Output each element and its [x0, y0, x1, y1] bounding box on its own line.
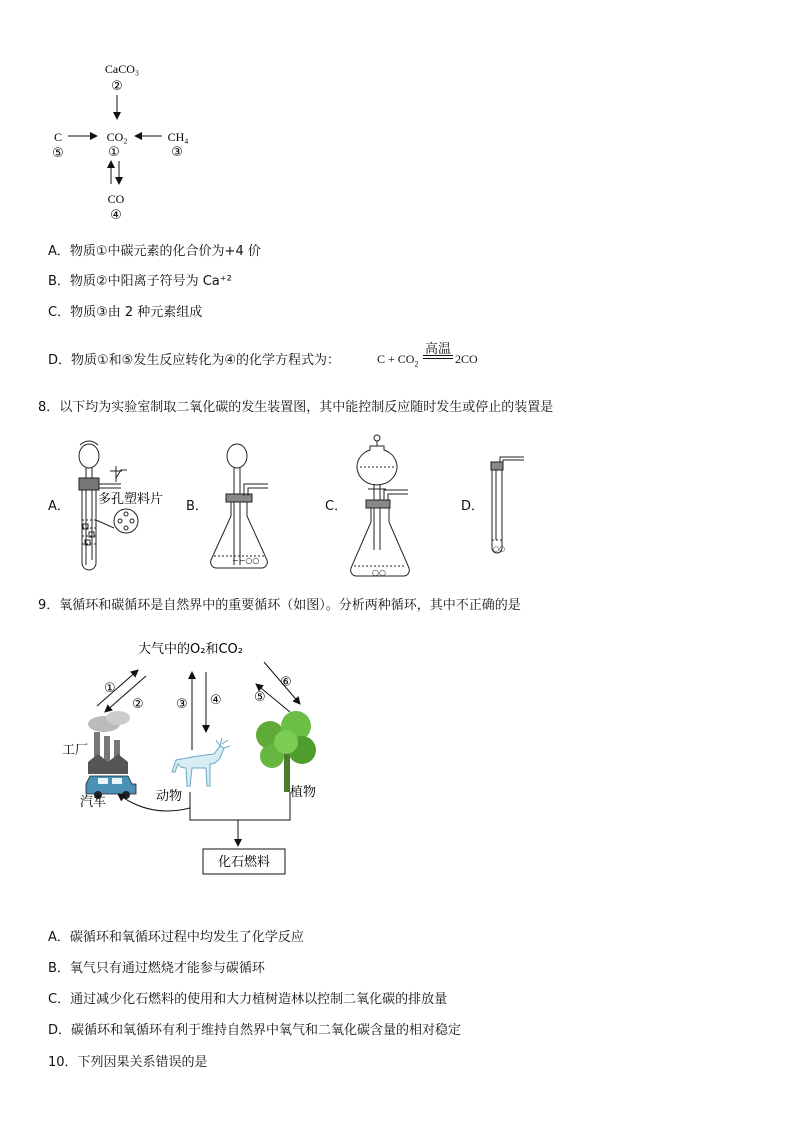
cycle-number-5: ⑤	[254, 690, 266, 705]
svg-text:∽∽○○: ∽∽○○	[232, 556, 260, 565]
cycle-number-3: ③	[176, 697, 188, 712]
q9-option-b: B．氧气只有通过燃烧才能参与碳循环	[48, 961, 265, 976]
c-label: C	[53, 130, 63, 144]
q7-option-d-prefix: D．物质①和⑤发生反应转化为④的化学方程式为：	[48, 353, 340, 368]
q8-label-d: D．	[461, 499, 485, 514]
q8-label-c: C．	[325, 499, 348, 514]
cycle-number-2: ②	[132, 697, 144, 712]
q8-stem: 8．以下均为实验室制取二氧化碳的发生装置图，其中能控制反应随时发生或停止的装置是	[38, 400, 554, 415]
atmosphere-label: 大气中的O₂和CO₂	[138, 642, 243, 657]
c-number: ⑤	[52, 146, 64, 161]
q8-label-b: B．	[186, 499, 208, 514]
q7-option-b: B．物质②中阳离子符号为 Ca⁺²	[48, 274, 232, 289]
q7-option-a: A．物质①中碳元素的化合价为+4 价	[48, 244, 261, 259]
car-label: 汽车	[80, 795, 107, 810]
eq-right: 2CO	[455, 352, 478, 366]
co-label: CO	[107, 192, 125, 206]
svg-text:○○: ○○	[493, 545, 506, 553]
q9-stem: 9．氧循环和碳循环是自然界中的重要循环（如图）。分析两种循环，其中不正确的是	[38, 598, 521, 613]
q7-option-c: C．物质③由 2 种元素组成	[48, 305, 203, 320]
q9-option-c: C．通过减少化石燃料的使用和大力植树造林以控制二氧化碳的排放量	[48, 992, 448, 1007]
co-number: ④	[110, 208, 122, 223]
porous-plate-label: 多孔塑料片	[98, 492, 164, 507]
svg-text:○○: ○○	[372, 568, 386, 577]
animal-label: 动物	[156, 789, 183, 804]
q9-option-a: A．碳循环和氧循环过程中均发生了化学反应	[48, 930, 304, 945]
cycle-number-1: ①	[104, 681, 116, 696]
eq-condition: 高温	[425, 342, 452, 357]
co2-label: CO₂	[106, 130, 128, 144]
deer-icon	[172, 738, 230, 786]
cycle-number-4: ④	[210, 693, 222, 708]
caco3-number: ②	[111, 79, 123, 94]
connector-lines	[190, 792, 290, 820]
factory-label: 工厂	[62, 743, 89, 758]
caco3-label: CaCO₃	[104, 62, 140, 76]
ch4-number: ③	[171, 145, 183, 160]
plant-icon	[256, 711, 316, 792]
q8-label-a: A．	[48, 499, 70, 514]
factory-car-icon	[86, 711, 136, 799]
fossil-fuel-label: 化石燃料	[217, 855, 271, 870]
cycle-number-6: ⑥	[280, 675, 292, 690]
eq-left: $C + CO_2$	[377, 352, 419, 369]
co2-number: ①	[108, 145, 120, 160]
q10-stem: 10．下列因果关系错误的是	[48, 1055, 208, 1070]
ch4-label: CH₄	[167, 130, 189, 144]
q9-option-d: D．碳循环和氧循环有利于维持自然界中氧气和二氧化碳含量的相对稳定	[48, 1023, 462, 1038]
plant-label: 植物	[290, 785, 317, 800]
